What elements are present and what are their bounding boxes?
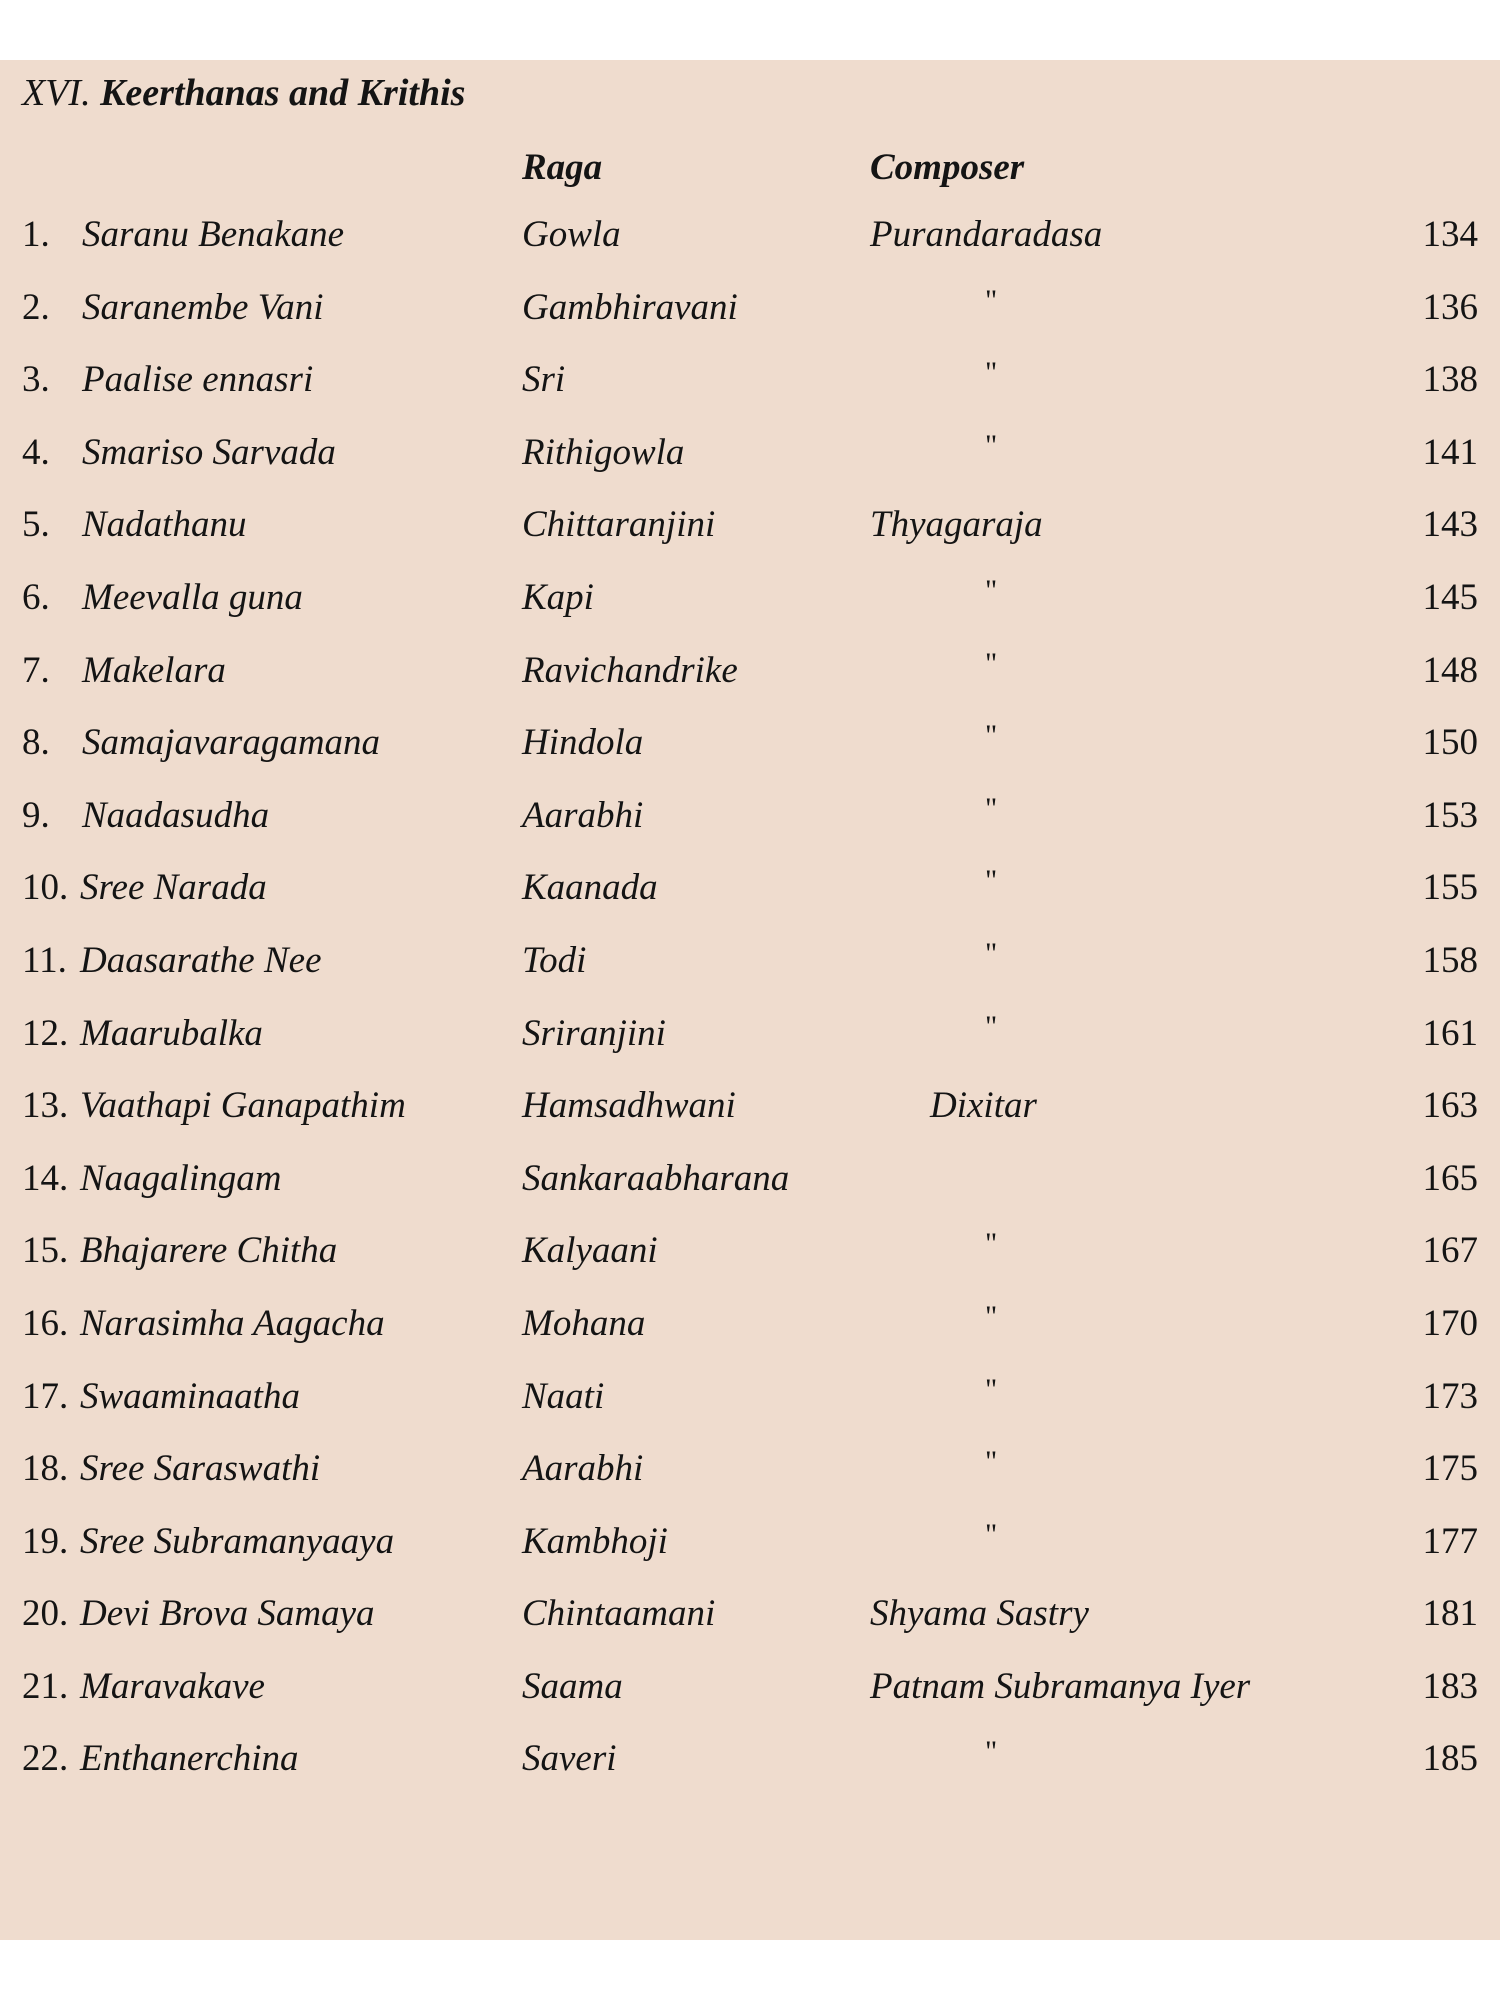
item-number: 14. xyxy=(22,1157,69,1199)
item-number: 20. xyxy=(22,1593,69,1635)
item-number: 7. xyxy=(22,649,50,691)
composer-name: " xyxy=(985,1227,998,1261)
composer-name: " xyxy=(985,1735,998,1769)
composer-name: Purandaradasa xyxy=(870,214,1103,255)
raga-name: Gambhiravani xyxy=(522,286,738,328)
krithi-title: Devi Brova Samaya xyxy=(80,1593,375,1635)
krithi-title: Vaathapi Ganapathim xyxy=(80,1085,406,1127)
krithi-title: Sree Narada xyxy=(80,867,267,909)
page-number: 165 xyxy=(1422,1157,1478,1199)
krithi-title: Swaaminaatha xyxy=(80,1375,300,1417)
page-number: 181 xyxy=(1422,1593,1478,1635)
raga-column-header: Raga xyxy=(522,147,603,188)
composer-name: " xyxy=(985,936,998,970)
raga-name: Kambhoji xyxy=(522,1520,668,1562)
page-number: 136 xyxy=(1422,286,1478,328)
page-number: 143 xyxy=(1422,504,1478,546)
list-item xyxy=(0,1667,1500,1740)
raga-name: Chintaamani xyxy=(522,1593,716,1635)
raga-name: Gowla xyxy=(522,214,621,255)
page-number: 153 xyxy=(1422,794,1478,836)
item-number: 12. xyxy=(22,1012,69,1054)
krithi-title: Naagalingam xyxy=(80,1157,282,1199)
section-heading xyxy=(22,74,465,112)
composer-name: " xyxy=(985,791,998,825)
item-number: 22. xyxy=(22,1738,69,1780)
krithi-title: Narasimha Aagacha xyxy=(80,1302,385,1344)
krithi-title: Nadathanu xyxy=(82,504,247,546)
list-item xyxy=(0,1299,1500,1377)
page-number: 148 xyxy=(1422,649,1478,691)
list-item xyxy=(0,936,1500,1014)
list-item xyxy=(0,1517,1500,1595)
krithi-title: Saranu Benakane xyxy=(82,214,345,255)
krithi-title: Bhajarere Chitha xyxy=(80,1230,338,1272)
raga-name: Mohana xyxy=(522,1302,646,1344)
composer-name: Shyama Sastry xyxy=(870,1593,1089,1635)
page-number: 185 xyxy=(1422,1738,1478,1780)
krithi-title: Daasarathe Nee xyxy=(80,939,322,981)
raga-name: Kalyaani xyxy=(522,1230,658,1272)
composer-name: " xyxy=(985,356,998,390)
raga-name: Saama xyxy=(522,1665,623,1707)
composer-name: Dixitar xyxy=(930,1085,1037,1127)
page-number: 138 xyxy=(1422,359,1478,401)
composer-name: " xyxy=(985,573,998,607)
item-number: 3. xyxy=(22,359,50,401)
item-number: 5. xyxy=(22,504,50,546)
list-item xyxy=(0,864,1500,941)
krithi-title: Sree Saraswathi xyxy=(80,1448,321,1490)
krithi-title: Samajavaragamana xyxy=(82,722,381,764)
raga-name: Kaanada xyxy=(522,867,658,909)
page-number: 134 xyxy=(1422,214,1478,255)
list-item xyxy=(0,791,1500,869)
raga-name: Aarabhi xyxy=(522,794,644,836)
composer-name: " xyxy=(985,428,998,462)
item-number: 11. xyxy=(22,939,67,981)
item-number: 9. xyxy=(22,794,50,836)
composer-name: " xyxy=(985,1445,998,1479)
item-number: 17. xyxy=(22,1375,69,1417)
composer-name: " xyxy=(985,719,998,753)
item-number: 16. xyxy=(22,1302,69,1344)
krithi-list xyxy=(0,215,1500,1812)
raga-name: Todi xyxy=(522,939,587,981)
krithi-title: Smariso Sarvada xyxy=(82,431,336,473)
composer-name: " xyxy=(985,283,998,317)
list-item xyxy=(0,1009,1500,1087)
krithi-title: Meevalla guna xyxy=(82,576,303,618)
page-number: 145 xyxy=(1422,576,1478,618)
item-number: 10. xyxy=(22,867,69,909)
krithi-title: Paalise ennasri xyxy=(82,359,314,401)
raga-name: Sriranjini xyxy=(522,1012,666,1054)
item-number: 21. xyxy=(22,1665,69,1707)
item-number: 19. xyxy=(22,1520,69,1562)
krithi-title: Makelara xyxy=(82,649,226,691)
composer-name: " xyxy=(985,864,998,898)
raga-name: Sankaraabharana xyxy=(522,1157,790,1199)
list-item xyxy=(0,719,1500,796)
krithi-title: Saranembe Vani xyxy=(82,286,324,328)
item-number: 4. xyxy=(22,431,50,473)
raga-name: Rithigowla xyxy=(522,431,685,473)
raga-name: Sri xyxy=(522,359,566,401)
composer-name: Thyagaraja xyxy=(870,504,1043,546)
composer-name: " xyxy=(985,1299,998,1333)
page-number: 183 xyxy=(1422,1665,1478,1707)
list-item xyxy=(0,283,1500,361)
list-item xyxy=(0,505,1500,578)
krithi-title: Enthanerchina xyxy=(80,1738,299,1780)
raga-name: Hamsadhwani xyxy=(522,1085,736,1127)
item-number: 2. xyxy=(22,286,50,328)
list-item xyxy=(0,1445,1500,1522)
raga-name: Naati xyxy=(522,1375,605,1417)
krithi-title: Maravakave xyxy=(80,1665,265,1707)
page-number: 141 xyxy=(1422,431,1478,473)
page-number: 167 xyxy=(1422,1230,1478,1272)
krithi-title: Naadasudha xyxy=(82,794,270,836)
page-number: 163 xyxy=(1422,1085,1478,1127)
composer-column-header: Composer xyxy=(870,147,1025,188)
item-number: 1. xyxy=(22,214,50,255)
composer-name: " xyxy=(985,1517,998,1551)
item-number: 6. xyxy=(22,576,50,618)
section-numeral: XVI. xyxy=(22,72,91,114)
page-number: 170 xyxy=(1422,1302,1478,1344)
item-number: 15. xyxy=(22,1230,69,1272)
item-number: 18. xyxy=(22,1448,69,1490)
list-item xyxy=(0,1227,1500,1304)
raga-name: Ravichandrike xyxy=(522,649,738,691)
item-number: 8. xyxy=(22,722,50,764)
page-number: 150 xyxy=(1422,722,1478,764)
raga-name: Hindola xyxy=(522,722,644,764)
list-item xyxy=(0,1594,1500,1667)
composer-name: Patnam Subramanya Iyer xyxy=(870,1665,1251,1707)
list-item xyxy=(0,573,1500,651)
page-number: 177 xyxy=(1422,1520,1478,1562)
page-number: 155 xyxy=(1422,867,1478,909)
section-title: Keerthanas and Krithis xyxy=(100,72,466,114)
raga-name: Chittaranjini xyxy=(522,504,716,546)
raga-name: Kapi xyxy=(522,576,594,618)
page-number: 158 xyxy=(1422,939,1478,981)
list-item xyxy=(0,215,1500,288)
list-item xyxy=(0,1735,1500,1812)
composer-name: " xyxy=(985,1372,998,1406)
page-number: 173 xyxy=(1422,1375,1478,1417)
page-number: 175 xyxy=(1422,1448,1478,1490)
krithi-title: Sree Subramanyaaya xyxy=(80,1520,395,1562)
composer-name: " xyxy=(985,1009,998,1043)
list-item xyxy=(0,1086,1500,1159)
raga-name: Aarabhi xyxy=(522,1448,644,1490)
page-number: 161 xyxy=(1422,1012,1478,1054)
list-item xyxy=(0,1159,1500,1232)
list-item xyxy=(0,646,1500,724)
book-page xyxy=(0,60,1500,1940)
list-item xyxy=(0,356,1500,433)
composer-name: " xyxy=(985,646,998,680)
list-item xyxy=(0,428,1500,506)
item-number: 13. xyxy=(22,1085,69,1127)
krithi-title: Maarubalka xyxy=(80,1012,263,1054)
raga-name: Saveri xyxy=(522,1738,617,1780)
list-item xyxy=(0,1372,1500,1450)
